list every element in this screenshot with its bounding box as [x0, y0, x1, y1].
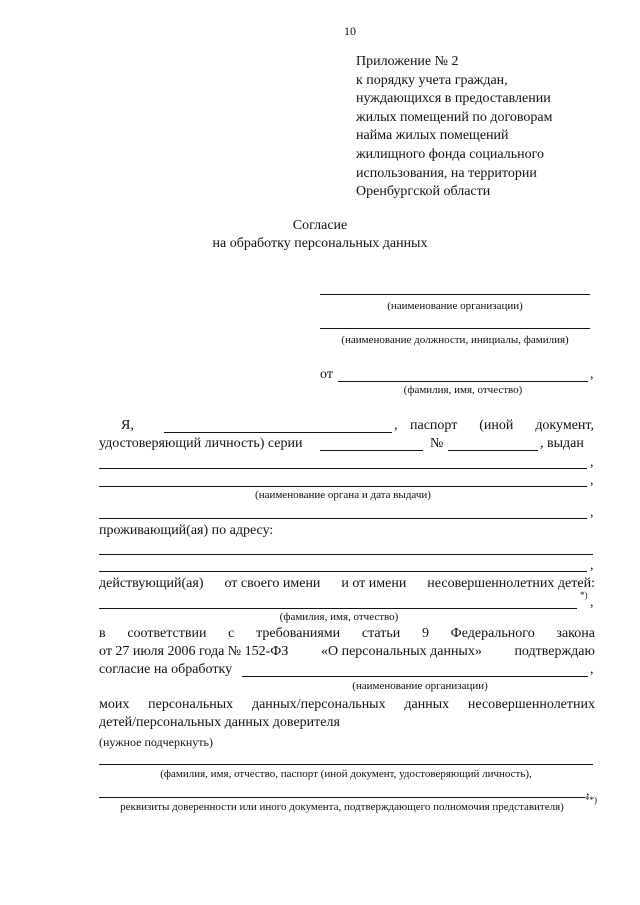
appendix-header	[356, 53, 552, 202]
my-data-word: персональных	[148, 697, 234, 712]
appendix-line: к порядку учета граждан,	[356, 72, 508, 88]
comma: ,	[586, 784, 590, 799]
appendix-line: нуждающихся в предоставлении	[356, 91, 551, 107]
accordance-word: Федерального	[450, 626, 535, 641]
id-series-label: удостоверяющий личность) серии	[99, 436, 303, 451]
comma: ,	[590, 558, 594, 573]
comma: ,	[590, 455, 594, 470]
from-fio-line[interactable]	[338, 381, 588, 382]
acting-text	[99, 576, 595, 592]
appendix-line: жилых помещений по договорам	[356, 109, 553, 125]
law-line	[99, 644, 595, 660]
footnote-mark: **)	[585, 795, 597, 805]
other-doc-word: (иной	[479, 418, 514, 433]
from-fio-caption: (фамилия, имя, отчество)	[403, 384, 523, 396]
underline-note: (нужное подчеркнуть)	[99, 735, 213, 749]
name-line[interactable]	[164, 432, 392, 433]
issued-label: , выдан	[540, 436, 584, 451]
acting-word: действующий(ая)	[99, 576, 204, 591]
series-line[interactable]	[320, 450, 423, 451]
footnote-mark: *)	[580, 590, 588, 600]
accordance-word: соответствии	[127, 626, 207, 641]
address-line-2[interactable]	[99, 571, 587, 572]
my-data-word: моих	[99, 697, 130, 712]
appendix-line: Приложение № 2	[356, 54, 459, 69]
comma: ,	[590, 367, 594, 382]
my-data-word: несовершеннолетних	[467, 697, 595, 712]
accordance-word: статьи	[361, 626, 401, 641]
acting-word: от своего имени	[224, 576, 321, 591]
issuer-line-1[interactable]	[99, 468, 587, 469]
number-sign: №	[430, 436, 444, 451]
document-word: документ,	[535, 418, 594, 433]
acting-word: несовершеннолетних детей:	[427, 576, 595, 591]
address-line-1[interactable]	[99, 554, 593, 555]
appendix-line: Оренбургской области	[356, 184, 491, 200]
position-caption: (наименование должности, инициалы, фамилия)	[341, 334, 569, 346]
accordance-line	[99, 626, 595, 642]
org-name-line-2[interactable]	[242, 676, 588, 677]
org-name-caption-2: (наименование организации)	[352, 680, 488, 692]
minors-caption: (фамилия, имя, отчество)	[279, 611, 399, 623]
org-name-caption: (наименование организации)	[387, 300, 523, 312]
children-data-text: детей/персональных данных доверителя	[99, 715, 340, 730]
passport-text	[410, 418, 594, 434]
law-part: «О персональных данных»	[320, 644, 482, 659]
consent-for-label: согласие на обработку	[99, 662, 233, 677]
my-data-line	[99, 697, 595, 713]
power-of-attorney-caption: реквизиты доверенности или иного документа, подтверждающего полномочия представителя)	[120, 801, 564, 813]
minors-line[interactable]	[99, 608, 577, 609]
accordance-word: 9	[421, 626, 429, 641]
accordance-word: в	[99, 626, 106, 641]
issuer-line-3[interactable]	[99, 518, 587, 519]
law-part: подтверждаю	[514, 644, 595, 659]
comma: ,	[590, 662, 594, 677]
number-line[interactable]	[448, 450, 538, 451]
issuer-caption: (наименование органа и дата выдачи)	[255, 489, 431, 501]
my-data-word: данных/персональных	[251, 697, 386, 712]
appendix-line: жилищного фонда социального	[356, 146, 545, 162]
comma: ,	[394, 418, 398, 433]
document-subtitle: на обработку персональных данных	[212, 236, 428, 251]
from-label: от	[320, 367, 333, 382]
appendix-line: использования, на территории	[356, 165, 537, 181]
residing-label: проживающий(ая) по адресу:	[99, 523, 274, 538]
org-name-line[interactable]	[320, 294, 590, 295]
representative-line[interactable]	[99, 764, 593, 765]
accordance-word: с	[228, 626, 235, 641]
acting-word: и от имени	[341, 576, 407, 591]
position-line[interactable]	[320, 328, 590, 329]
passport-word: паспорт	[410, 418, 458, 433]
comma: ,	[590, 595, 594, 610]
issuer-line-2[interactable]	[99, 486, 587, 487]
i-label: Я,	[121, 418, 134, 433]
page-number: 10	[344, 24, 356, 38]
comma: ,	[590, 473, 594, 488]
accordance-word: закона	[556, 626, 595, 641]
fio-passport-caption: (фамилия, имя, отчество, паспорт (иной документ, удостоверяющий личность),	[160, 768, 532, 780]
my-data-word: данных	[404, 697, 450, 712]
law-part: от 27 июля 2006 года № 152-ФЗ	[99, 644, 289, 659]
power-of-attorney-line[interactable]	[99, 797, 585, 798]
appendix-line: найма жилых помещений	[356, 128, 509, 144]
document-title: Согласие	[292, 218, 348, 233]
comma: ,	[590, 505, 594, 520]
accordance-word: требованиями	[256, 626, 341, 641]
